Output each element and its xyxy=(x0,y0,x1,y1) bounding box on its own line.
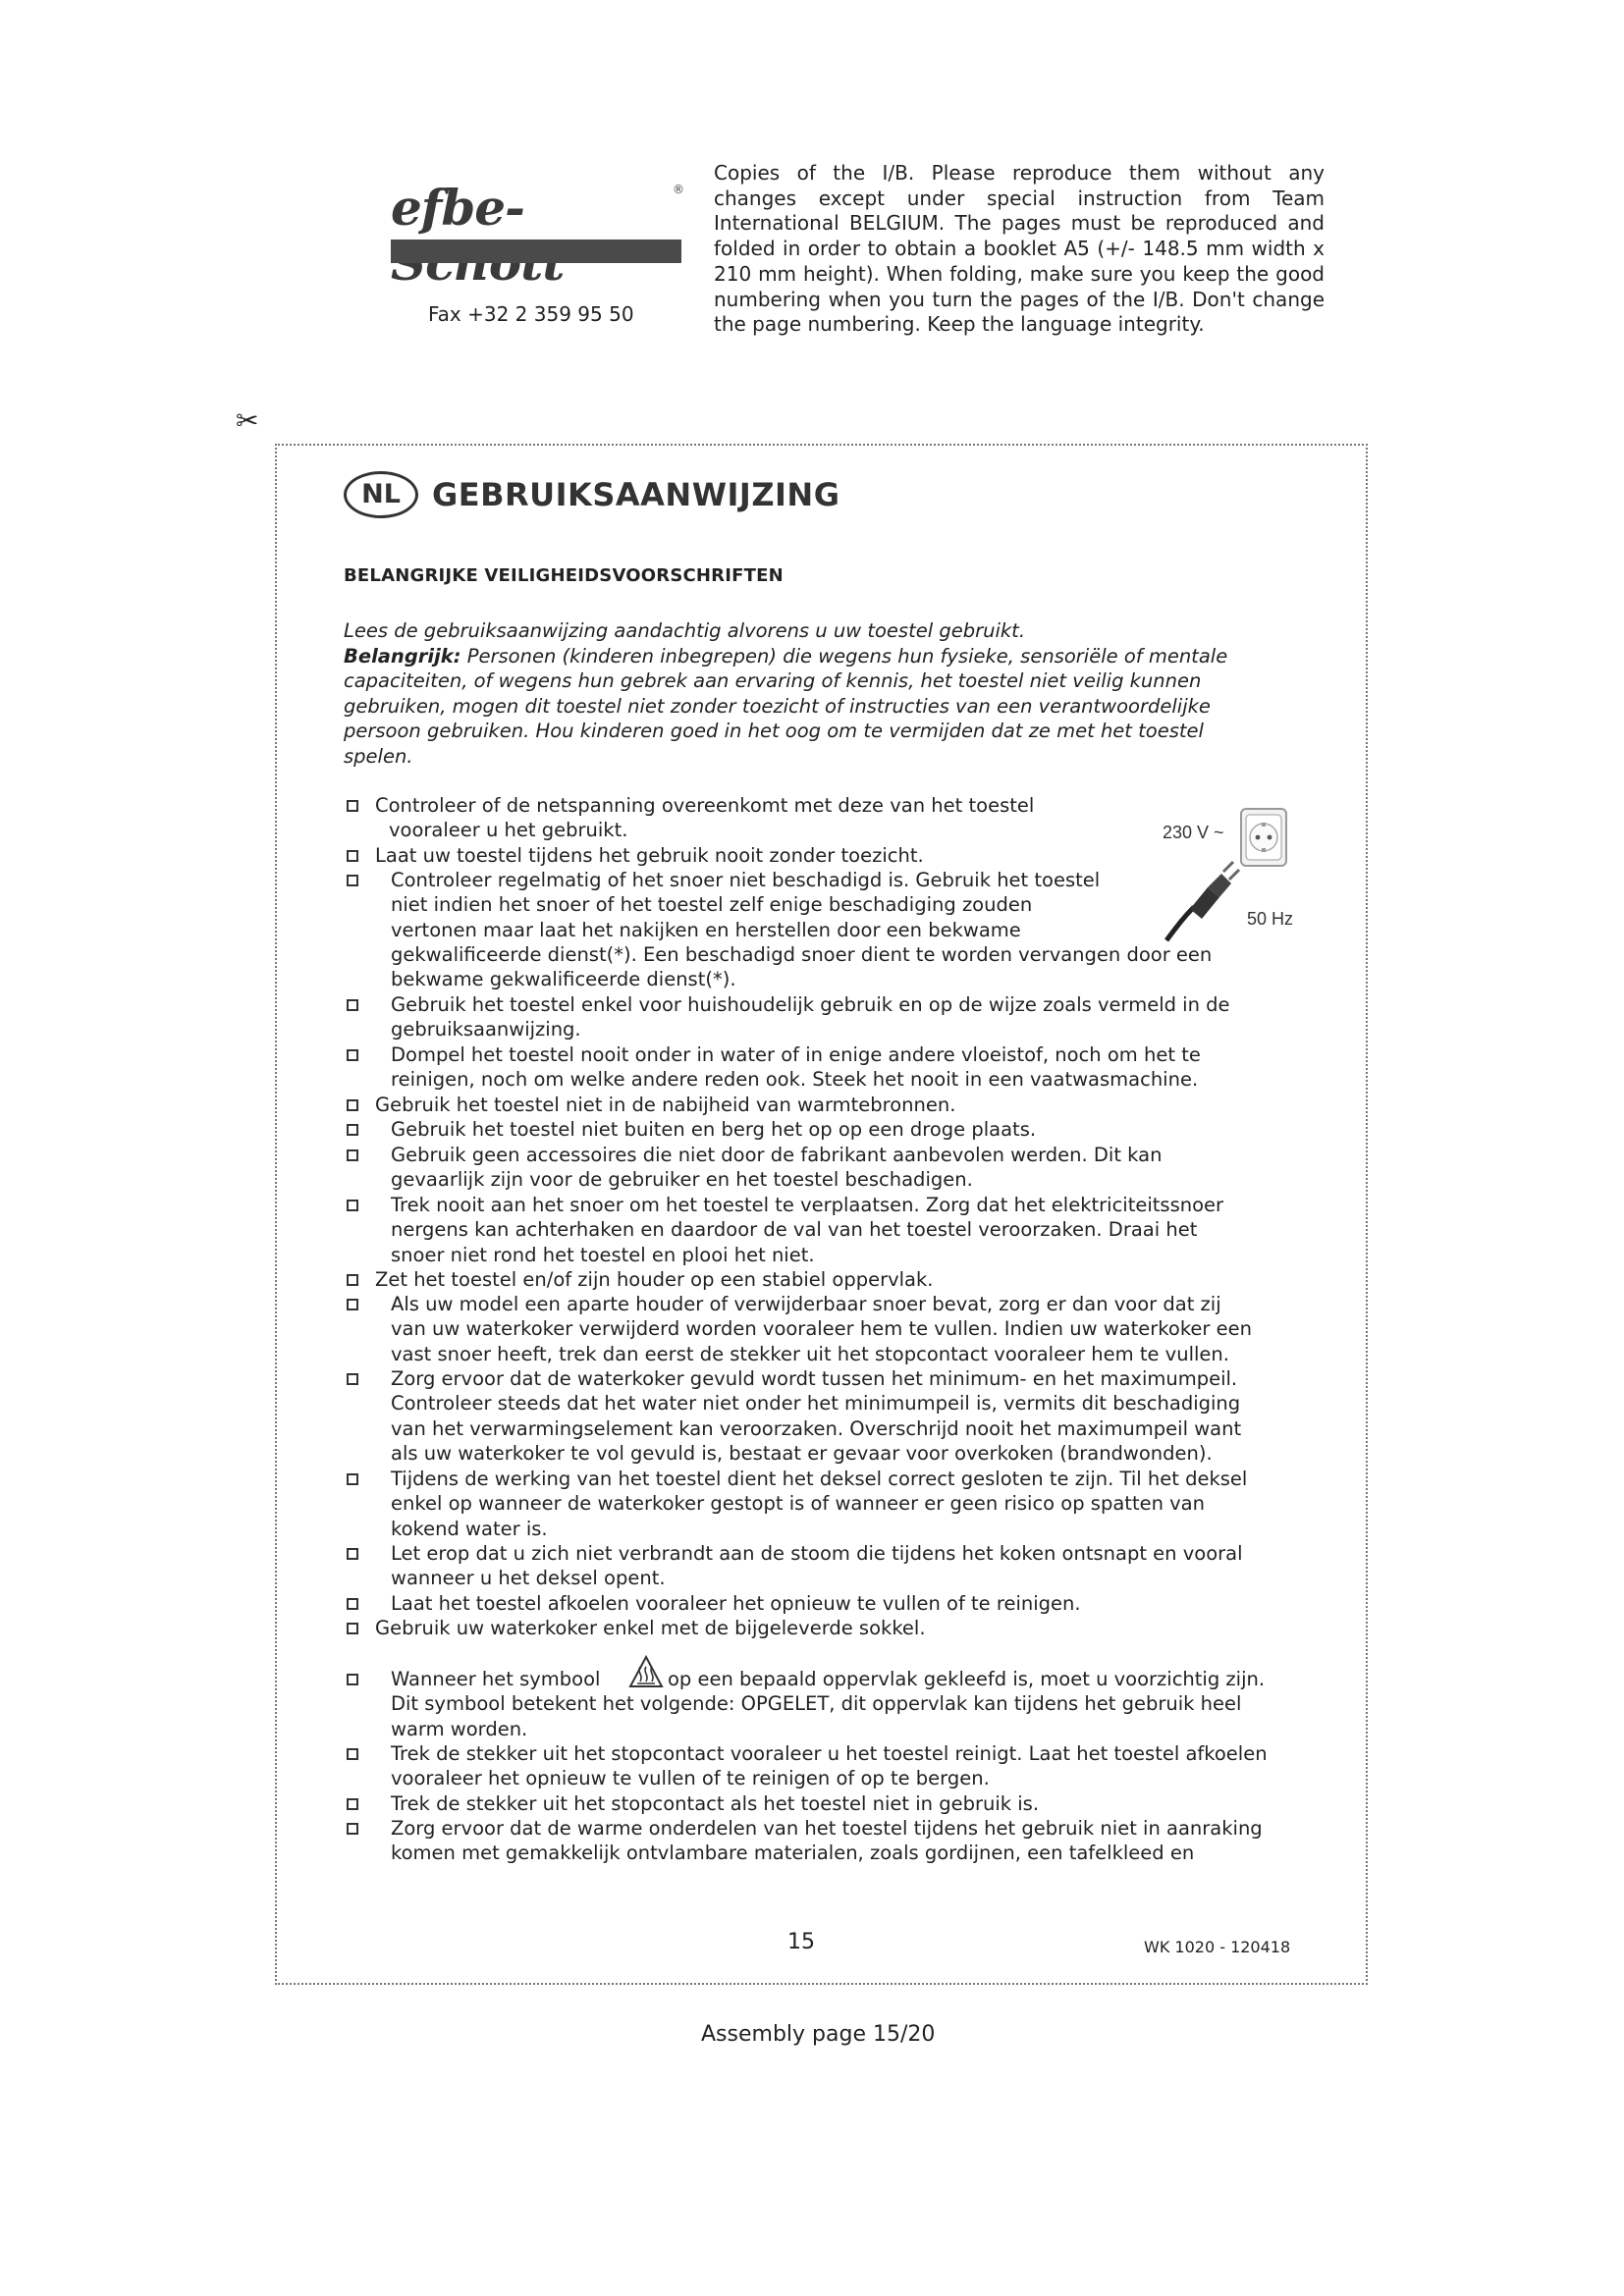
checkbox-bullet-icon xyxy=(347,1373,358,1385)
checkbox-bullet-icon xyxy=(347,1200,358,1211)
logo-wordmark: efbe- xyxy=(391,179,524,237)
checkbox-bullet-icon xyxy=(347,999,358,1011)
registered-mark: ® xyxy=(673,183,684,196)
voltage-label: 230 V ~ xyxy=(1163,823,1224,842)
model-code: WK 1020 - 120418 xyxy=(1144,1938,1291,1956)
bullet-first-line: Zorg ervoor dat de waterkoker gevuld wordt tussen het minimum- en het maximumpeil. xyxy=(391,1367,1238,1390)
bullet-first-line: Zorg ervoor dat de warme onderdelen van het toestel tijdens het gebruik niet in aanraking xyxy=(391,1817,1263,1840)
bullet-first-line: Zet het toestel en/of zijn houder op een stabiel oppervlak. xyxy=(375,1268,934,1291)
bullet-line: enkel op wanneer de waterkoker gestopt is of wanneer er geen risico op spatten van xyxy=(391,1492,1205,1516)
bullet-line: Wanneer het symbool xyxy=(391,1668,601,1690)
bullet-first-line: Let erop dat u zich niet verbrandt aan de stoom die tijdens het koken ontsnapt en vooral xyxy=(391,1542,1243,1565)
page-number: 15 xyxy=(787,1930,815,1954)
bullet-first-line: Gebruik het toestel niet in de nabijheid van warmtebronnen. xyxy=(375,1094,956,1116)
assembly-note: Assembly page 15/20 xyxy=(701,2022,936,2047)
bullet-line: niet indien het snoer of het toestel zelf enige beschadiging zouden xyxy=(391,893,1033,917)
wall-socket-icon xyxy=(1239,807,1288,868)
power-plug-icon xyxy=(1163,860,1241,942)
checkbox-bullet-icon xyxy=(347,800,358,812)
checkbox-bullet-icon xyxy=(347,1748,358,1760)
bullet-line: bekwame gekwalificeerde dienst(*). xyxy=(391,968,736,991)
bullet-line: vertonen maar laat het nakijken en herstellen door een bekwame xyxy=(391,918,1021,941)
bullet-line: Controleer steeds dat het water niet onder het minimumpeil is, vermits dit beschadiging xyxy=(391,1392,1241,1415)
bullet-line: snoer niet rond het toestel en plooi het niet. xyxy=(391,1243,815,1266)
bullet-line: warm worden. xyxy=(391,1717,528,1740)
bullet-first-line: Tijdens de werking van het toestel dient het deksel correct gesloten te zijn. Til het deksel xyxy=(391,1468,1248,1490)
checkbox-bullet-icon xyxy=(347,1548,358,1560)
fax-number: Fax +32 2 359 95 50 xyxy=(428,302,634,326)
bullet-line: komen met gemakkelijk ontvlambare materialen, zoals gordijnen, een tafelkleed en xyxy=(391,1842,1195,1865)
reproduction-note: Copies of the I/B. Please reproduce them without any changes except under special instruction from Team International BELGIUM. The pages must be reproduced and folded in order to obtain a booklet A5 (+/- 148.5 mm width x 210 mm height). When folding, make sure you keep the good numbering when you turn the pages of the I/B. Don't change the page numbering. Keep the language integrity. xyxy=(714,161,1325,337)
frequency-label: 50 Hz xyxy=(1247,909,1294,929)
bullet-first-line: Gebruik het toestel enkel voor huishoudelijk gebruik en op de wijze zoals vermeld in de xyxy=(391,993,1230,1016)
bullet-line: vooraleer u het gebruikt. xyxy=(389,819,628,842)
bullet-line: gebruiksaanwijzing. xyxy=(391,1018,581,1041)
bullet-line: wanneer u het deksel opent. xyxy=(391,1567,666,1590)
bullet-line: gekwalificeerde dienst(*). Een beschadigd snoer dient te worden vervangen door een xyxy=(391,942,1213,966)
scissors-icon: ✂ xyxy=(236,404,259,437)
bullet-first-line: Gebruik uw waterkoker enkel met de bijgeleverde sokkel. xyxy=(375,1617,926,1639)
bullet-line: vast snoer heeft, trek dan eerst de stekker uit het stopcontact vooraleer hem te vullen. xyxy=(391,1342,1229,1365)
language-badge: NL xyxy=(344,471,418,518)
logo-bar xyxy=(391,240,681,263)
bullet-first-line: Controleer regelmatig of het snoer niet beschadigd is. Gebruik het toestel xyxy=(391,869,1101,891)
bullet-line: van het verwarmingselement kan veroorzaken. Overschrijd nooit het maximumpeil want xyxy=(391,1416,1242,1440)
checkbox-bullet-icon xyxy=(347,1674,358,1685)
bullet-line: Dit symbool betekent het volgende: OPGELET, dit oppervlak kan tijdens het gebruik heel xyxy=(391,1692,1242,1716)
page-title: GEBRUIKSAANWIJZING xyxy=(432,476,840,513)
bullet-first-line: Als uw model een aparte houder of verwijderbaar snoer bevat, zorg er dan voor dat zij xyxy=(391,1293,1221,1315)
checkbox-bullet-icon xyxy=(347,850,358,862)
checkbox-bullet-icon xyxy=(347,1299,358,1310)
bullet-first-line: Trek nooit aan het snoer om het toestel te verplaatsen. Zorg dat het elektriciteitssnoer xyxy=(391,1194,1224,1216)
brand-logo xyxy=(391,181,683,265)
intro-line: Lees de gebruiksaanwijzing aandachtig alvorens u uw toestel gebruikt. xyxy=(344,619,1026,642)
bullet-line: vooraleer het opnieuw te vullen of te reinigen of op te bergen. xyxy=(391,1767,990,1790)
checkbox-bullet-icon xyxy=(347,1798,358,1810)
bullet-line: kokend water is. xyxy=(391,1517,548,1540)
bullet-line: als uw waterkoker te vol gevuld is, bestaat er gevaar voor overkoken (brandwonden). xyxy=(391,1441,1213,1465)
checkbox-bullet-icon xyxy=(347,1598,358,1610)
important-label: Belangrijk: xyxy=(344,644,461,667)
bullet-first-line: Dompel het toestel nooit onder in water of in enige andere vloeistof, noch om het te xyxy=(391,1043,1201,1066)
bullet-first-line: Gebruik geen accessoires die niet door de fabrikant aanbevolen werden. Dit kan xyxy=(391,1144,1163,1166)
checkbox-bullet-icon xyxy=(347,1473,358,1485)
bullet-first-line: Trek de stekker uit het stopcontact als het toestel niet in gebruik is. xyxy=(391,1792,1040,1815)
intro-text xyxy=(344,618,1262,769)
checkbox-bullet-icon xyxy=(347,1274,358,1286)
bullet-line: reinigen, noch om welke andere reden ook. Steek het nooit in een vaatwasmachine. xyxy=(391,1068,1199,1092)
checkbox-bullet-icon xyxy=(347,1124,358,1136)
bullet-line: gevaarlijk zijn voor de gebruiker en het toestel beschadigen. xyxy=(391,1168,973,1192)
checkbox-bullet-icon xyxy=(347,1149,358,1161)
bullet-first-line: Trek de stekker uit het stopcontact vooraleer u het toestel reinigt. Laat het toestel afkoelen xyxy=(391,1742,1268,1765)
section-heading: BELANGRIJKE VEILIGHEIDSVOORSCHRIFTEN xyxy=(344,565,784,586)
intro-important xyxy=(344,644,1262,770)
important-text: Personen (kinderen inbegrepen) die wegens hun fysieke, sensoriële of mentale capaciteiten, of wegens hun gebrek aan ervaring of kennis, het toestel niet veilig kunnen gebruiken, mogen dit toestel niet zonder toezicht of instructies van een verantwoordelijke persoon gebruiken. Hou kinderen goed in het oog om te vermijden dat ze met het toestel spelen. xyxy=(344,644,1228,768)
bullet-first-line: Laat uw toestel tijdens het gebruik nooit zonder toezicht. xyxy=(375,844,924,867)
bullet-line: van uw waterkoker verwijderd worden vooraleer hem te vullen. Indien uw waterkoker een xyxy=(391,1317,1252,1341)
checkbox-bullet-icon xyxy=(347,1623,358,1634)
checkbox-bullet-icon xyxy=(347,1823,358,1835)
bullet-line: nergens kan achterhaken en daardoor de val van het toestel veroorzaken. Draai het xyxy=(391,1218,1198,1242)
hot-surface-warning-icon xyxy=(628,1655,664,1688)
checkbox-bullet-icon xyxy=(347,875,358,886)
bullet-line: op een bepaald oppervlak gekleefd is, moet u voorzichtig zijn. xyxy=(668,1668,1266,1690)
bullet-first-line: Laat het toestel afkoelen vooraleer het opnieuw te vullen of te reinigen. xyxy=(391,1592,1081,1615)
bullet-first-line: Gebruik het toestel niet buiten en berg het op op een droge plaats. xyxy=(391,1118,1037,1141)
bullet-first-line: Controleer of de netspanning overeenkomt met deze van het toestel xyxy=(375,794,1035,817)
checkbox-bullet-icon xyxy=(347,1099,358,1111)
checkbox-bullet-icon xyxy=(347,1049,358,1061)
